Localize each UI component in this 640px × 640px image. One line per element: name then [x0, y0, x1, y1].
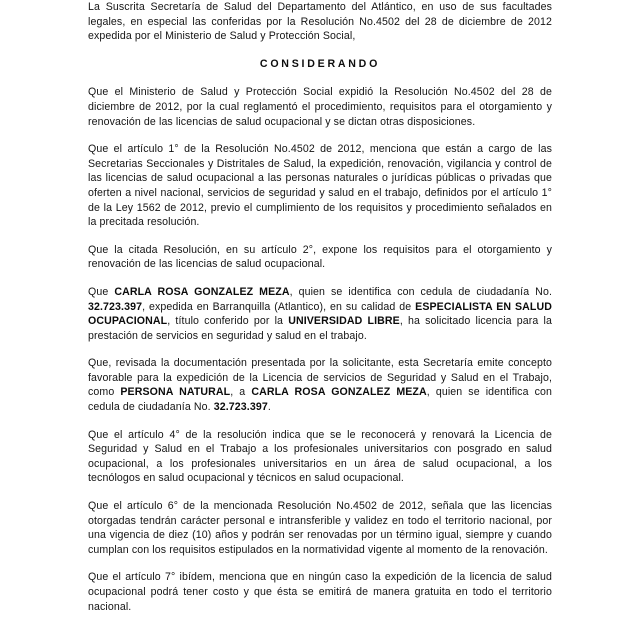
concept-suffix: . — [267, 401, 271, 414]
applicant-prefix: Que — [88, 285, 115, 298]
applicant-professional-title: ESPECIALISTA EN SALUD OCUPACIONAL — [88, 300, 553, 328]
paragraph-applicant — [88, 285, 552, 343]
preamble-paragraph: La Suscrita Secretaría de Salud del Departamento del Atlántico, en uso de sus facultades legales, en especial las conferidas por la Resolución No.4502 del 28 de diciembre de 2012 expedida por el Ministerio de Salud y Protección Social, — [88, 1, 552, 43]
paragraph-articulo-7: Que el artículo 7° ibídem, menciona que en ningún caso la expedición de la licencia de salud ocupacional podrá tener costo y que ésta se emitirá de manera gratuita en todo el territorio nacional. — [88, 571, 552, 613]
applicant-cedula-number: 32.723.397 — [88, 300, 143, 313]
concept-cedula-number: 32.723.397 — [213, 401, 268, 414]
concept-connector: , a — [230, 386, 252, 399]
paragraph-articulo-6: Que el artículo 6° de la mencionada Resolución No.4502 de 2012, señala que las licencias otorgadas tendrán carácter personal e intransferible y validez en todo el territorio nacional, por una vigencia de diez (10) años y podrán ser renovadas por un término igual, siempre y cuando cumplan con los requisitos estipulados en la normatividad vigente al momento de la renovación. — [88, 500, 552, 556]
paragraph-resolucion-4502: Que el Ministerio de Salud y Protección Social expidió la Resolución No.4502 del 28 de diciembre de 2012, por la cual reglamentó el procedimiento, requisitos para el otorgamiento y renovación de las licencias de salud ocupacional y se dictan otras disposiciones. — [88, 86, 552, 128]
applicant-university-name: UNIVERSIDAD LIBRE — [288, 315, 400, 328]
paragraph-concept — [88, 356, 552, 414]
paragraph-articulo-4: Que el artículo 4° de la resolución indica que se le reconocerá y renovará la Licencia de Seguridad y Salud en el Trabajo a los profesionales universitarios con posgrado en salud ocupacional, a los profesionales universitarios en un área de salud ocupacional, a los tecnólogos en salud ocupacional y técnicos en salud ocupacional. — [88, 428, 552, 485]
applicant-university-label: , título conferido por la — [167, 315, 289, 328]
applicant-cedula-label: , quien se identifica con cedula de ciudadanía No. — [289, 285, 552, 298]
paragraph-articulo-1: Que el artículo 1° de la Resolución No.4502 de 2012, menciona que están a cargo de las Secretarias Seccionales y Distritales de Salud, la expedición, renovación, vigilancia y control de las licencias de salud ocupacional a las personas naturales o jurídicas públicas o privadas que oferten a nivel nacional, servicios de seguridad y salud en el trabajo, definidos por el artículo 1° de la Ley 1562 de 2012, previo el cumplimiento de los requisitos y procedimiento señalados en la precitada resolución. — [88, 143, 552, 229]
concept-applicant-name: CARLA ROSA GONZALEZ MEZA — [251, 386, 427, 399]
applicant-name: CARLA ROSA GONZALEZ MEZA — [114, 285, 290, 298]
concept-cedula-label: , quien se identifica con cedula de ciudadanía No. — [88, 386, 552, 414]
paragraph-articulo-2: Que la citada Resolución, en su artículo 2°, expone los requisitos para el otorgamiento y renovación de las licencias de salud ocupacional. — [88, 243, 552, 271]
concept-person-type: PERSONA NATURAL — [120, 386, 231, 399]
considerando-heading: CONSIDERANDO — [259, 57, 381, 70]
document-body — [88, 0, 552, 614]
applicant-request-text: , ha solicitado licencia para la prestación de servicios en seguridad y salud en el trabajo. — [88, 315, 553, 342]
concept-prefix: Que, revisada la documentación presentada por la solicitante, esta Secretaría emite concepto favorable para la expedición de la Licencia de servicios de Seguridad y Salud en el Trabajo, como — [88, 357, 552, 399]
applicant-issue-place: , expedida en Barranquilla (Atlantico), en su calidad de — [142, 300, 416, 313]
